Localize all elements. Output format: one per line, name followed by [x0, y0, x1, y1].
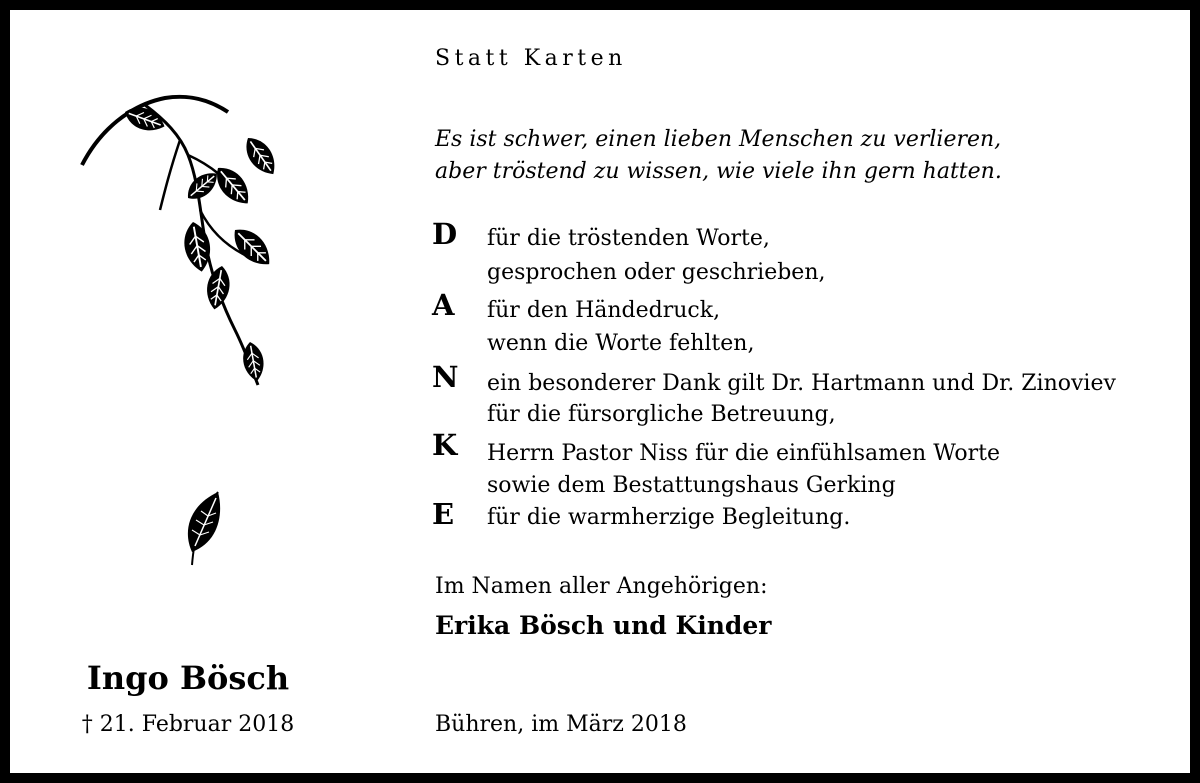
danke-letter-a: A [432, 288, 455, 322]
place-date: Bühren, im März 2018 [435, 712, 687, 737]
danke-line: ein besonderer Dank gilt Dr. Hartmann und Dr. Zinoviev [487, 371, 1116, 396]
signature-intro: Im Namen aller Angehörigen: [435, 574, 768, 599]
quote [435, 124, 1002, 188]
header-text: Statt Karten [435, 46, 627, 71]
falling-leaf-icon [178, 480, 238, 570]
danke-line: gesprochen oder geschrieben, [487, 260, 826, 285]
death-date: † 21. Februar 2018 [81, 712, 295, 737]
branch-with-leaves-icon [70, 80, 300, 400]
danke-line: für die fürsorgliche Betreuung, [487, 402, 836, 427]
danke-line: für den Händedruck, [487, 298, 721, 323]
danke-letter-e: E [432, 497, 455, 531]
danke-line: Herrn Pastor Niss für die einfühlsamen Worte [487, 441, 1000, 466]
quote-line-1: Es ist schwer, einen lieben Menschen zu verlieren, [435, 127, 1002, 152]
danke-letter-n: N [432, 360, 459, 394]
signature-names: Erika Bösch und Kinder [435, 611, 772, 640]
danke-line: für die warmherzige Begleitung. [487, 505, 851, 530]
danke-line: wenn die Worte fehlten, [487, 331, 755, 356]
danke-letter-k: K [432, 428, 458, 462]
quote-line-2: aber tröstend zu wissen, wie viele ihn gern hatten. [435, 159, 1002, 184]
danke-letter-d: D [432, 217, 458, 251]
danke-line: sowie dem Bestattungshaus Gerking [487, 473, 896, 498]
deceased-name: Ingo Bösch [86, 659, 290, 697]
danke-line: für die tröstenden Worte, [487, 226, 770, 251]
